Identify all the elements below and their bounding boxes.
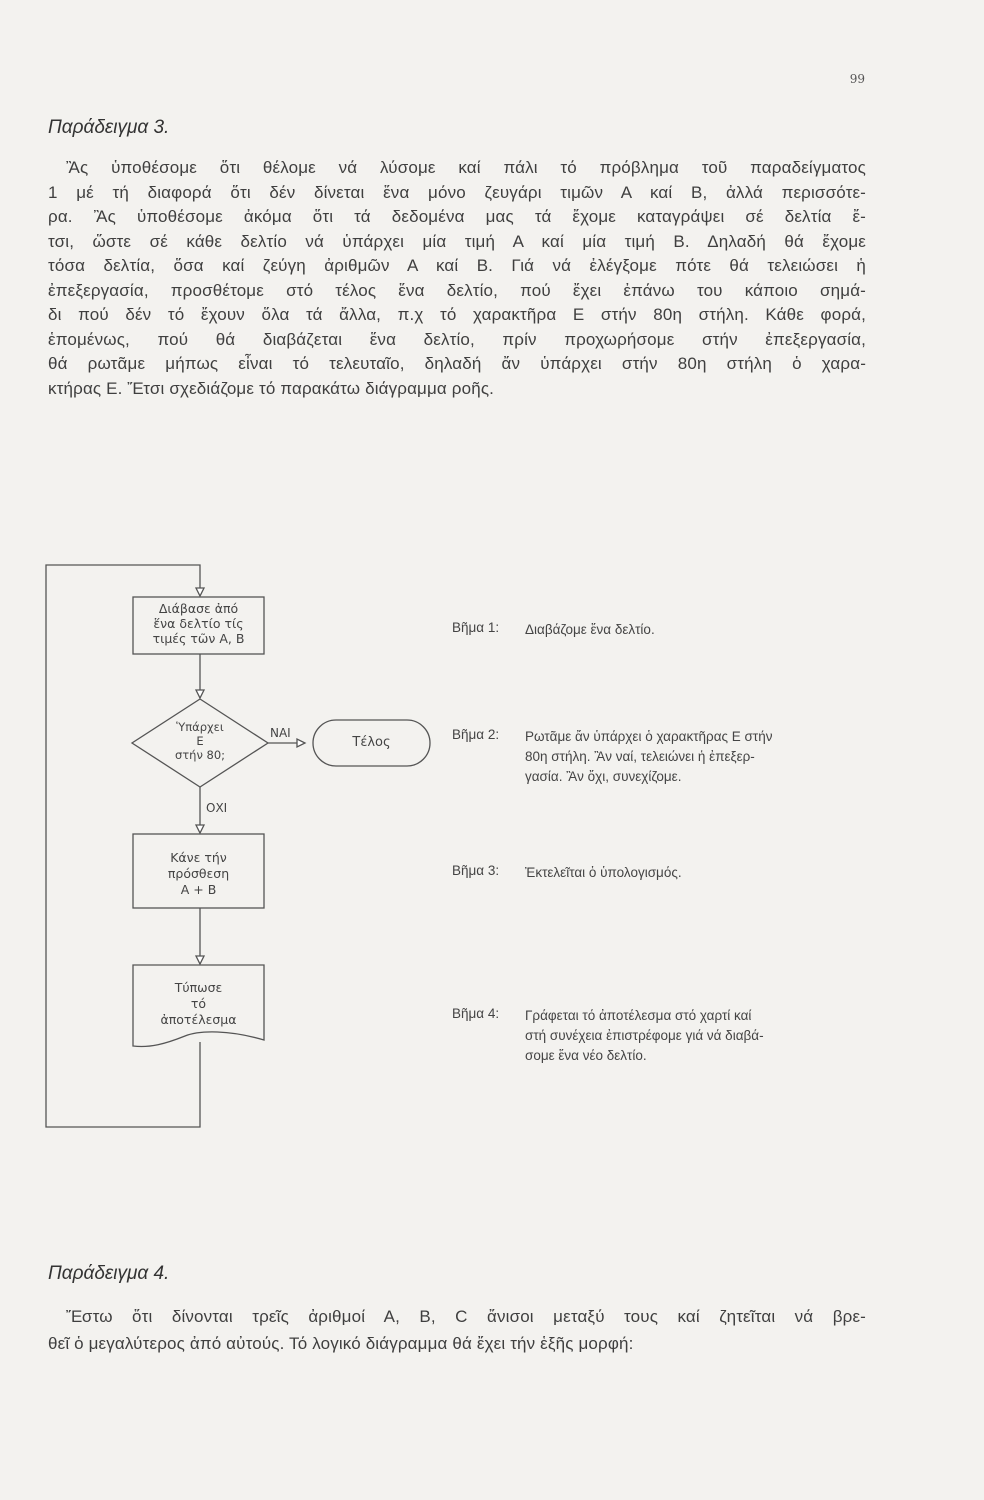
end-label: Τέλος	[352, 735, 391, 750]
box-line: Ὑπάρχει	[176, 720, 224, 734]
paragraph-line: Ἂς ὑποθέσομε ὅτι θέλομε νά λύσομε καί πάλι τό πρόβλημα τοῦ παραδείγματος	[66, 158, 866, 177]
yes-label: ΝΑΙ	[270, 726, 291, 740]
step-text	[525, 727, 870, 787]
arrowhead	[297, 739, 305, 747]
step-line: σομε ἕνα νέο δελτίο.	[525, 1048, 647, 1063]
box-line: Διάβασε ἀπό	[158, 601, 239, 616]
arrowhead	[196, 825, 204, 833]
arrowhead	[196, 956, 204, 964]
box-line: στήν 80;	[174, 748, 226, 762]
paragraph-line: τσι, ὥστε σέ κάθε δελτίο νά ὑπάρχει μία τιμή Α καί μία τιμή Β. Δηλαδή θά ἔχομε	[48, 231, 866, 251]
paragraph-line: θεῖ ὁ μεγαλύτερος ἀπό αὐτούς. Τό λογικό διάγραμμα θά ἔχει τήν ἑξῆς μορφή:	[48, 1334, 634, 1353]
paragraph-line: θά ρωτᾶμε μήπως εἶναι τό τελευταῖο, δηλαδή ἄν ὑπάρχει στήν 80η στήλη ὁ χαρα-	[48, 354, 866, 373]
step-label: Βῆμα 2:	[452, 727, 500, 742]
step-text	[525, 1006, 870, 1066]
paragraph-line: κτήρας Ε. Ἔτσι σχεδιάζομε τό παρακάτω διάγραμμα ροῆς.	[48, 378, 495, 398]
box-line: ἕνα δελτίο τίς	[153, 616, 244, 631]
paragraph-line: ἑπομένως, πού θά διαβάζεται ἕνα δελτίο, πρίν προχωρήσομε στήν ἐπεξεργασία,	[48, 329, 866, 349]
arrowhead	[196, 690, 204, 698]
page-number: 99	[849, 72, 865, 86]
step-label: Βῆμα 1:	[452, 620, 500, 635]
decision-text	[150, 720, 250, 762]
step-label: Βῆμα 3:	[452, 863, 500, 878]
arrowhead	[196, 588, 204, 596]
step-line: Γράφεται τό ἀποτέλεσμα στό χαρτί καί	[525, 1008, 752, 1023]
step-line: Διαβάζομε ἕνα δελτίο.	[525, 622, 655, 637]
box-line: Α + Β	[180, 882, 217, 897]
step-label: Βῆμα 4:	[452, 1006, 500, 1021]
box-line: Ε	[196, 734, 204, 748]
step-line: Ἐκτελεῖται ὁ ὑπολογισμός.	[525, 865, 682, 880]
no-label: ΟΧΙ	[206, 801, 228, 815]
step-text	[525, 620, 870, 640]
read-box-text	[133, 601, 264, 646]
paragraph-line: 1 μέ τή διαφορά ὅτι δέν δίνεται ἕνα μόνο ζευγάρι τιμῶν Α καί Β, ἀλλά περισσότε-	[48, 182, 866, 202]
box-line: ἀποτέλεσμα	[160, 1012, 237, 1027]
step-line: 80η στήλη. Ἂν ναί, τελειώνει ἡ ἐπεξερ-	[525, 749, 755, 764]
step-line: στή συνέχεια ἐπιστρέφομε γιά νά διαβά-	[525, 1028, 764, 1043]
step-text	[525, 863, 870, 883]
example3-heading: Παράδειγμα 3.	[48, 117, 170, 138]
box-line: τό	[190, 996, 207, 1011]
box-line: Τύπωσε	[174, 980, 223, 995]
paragraph-line: τόσα δελτία, ὅσα καί ζεύγη ἀριθμῶν Α καί Β. Γιά νά ἐλέγξομε πότε θά τελειώσει ἡ	[48, 256, 866, 275]
box-line: τιμές τῶν Α, Β	[152, 631, 245, 646]
loop-back-line	[46, 565, 200, 1127]
paragraph-line: ρα. Ἂς ὑποθέσομε ἀκόμα ὅτι τά δεδομένα μας τά ἔχομε καταγράψει σέ δελτία ἔ-	[48, 207, 866, 226]
box-line: πρόσθεση	[167, 866, 230, 881]
step-line: Ρωτᾶμε ἄν ὑπάρχει ὁ χαρακτῆρας Ε στήν	[525, 729, 773, 744]
paragraph-line: δι πού δέν τό ἔχουν ὅλα τά ἄλλα, π.χ τό χαρακτῆρα Ε στήν 80η στήλη. Κάθε φορά,	[48, 305, 866, 324]
process-box-text	[133, 850, 264, 898]
example4-heading: Παράδειγμα 4.	[48, 1263, 170, 1284]
print-box-text	[133, 980, 264, 1028]
paragraph-line: Ἔστω ὅτι δίνονται τρεῖς ἀριθμοί Α, Β, C ἄνισοι μεταξύ τους καί ζητεῖται νά βρε-	[66, 1307, 866, 1326]
step-line: γασία. Ἂν ὄχι, συνεχίζομε.	[525, 769, 682, 784]
paragraph-line: ἐπεξεργασία, προσθέτομε στό τέλος ἕνα δελτίο, πού ἔχει ἐπάνω του κάποιο σημά-	[48, 280, 866, 300]
box-line: Κάνε τήν	[170, 850, 227, 865]
example4-paragraph	[48, 1303, 866, 1357]
